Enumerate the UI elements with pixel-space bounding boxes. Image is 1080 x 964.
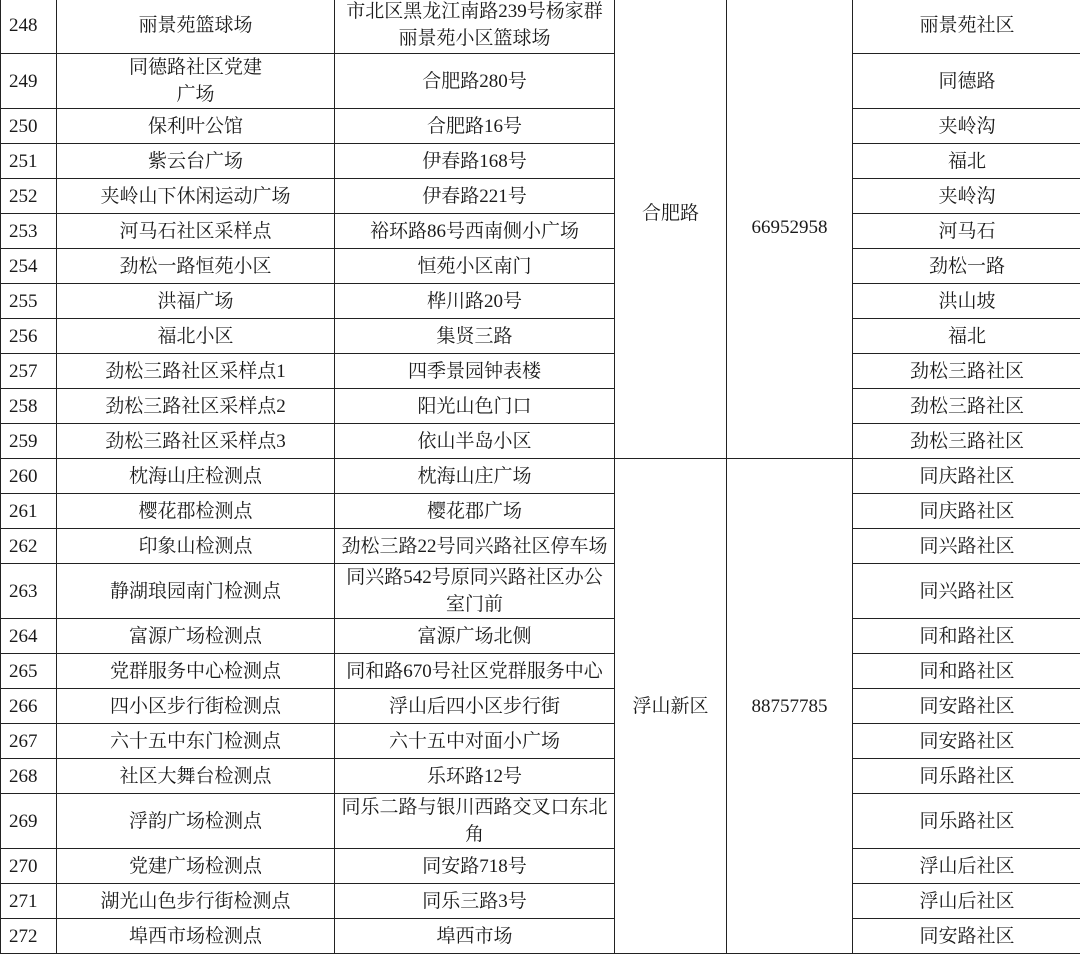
site-address: 依山半岛小区 [335,424,615,459]
row-number: 271 [1,884,57,919]
table-row [1,494,1080,529]
row-number: 260 [1,459,57,494]
community-name: 河马石 [853,214,1080,249]
site-address: 合肥路280号 [335,54,615,109]
site-address: 同兴路542号原同兴路社区办公室门前 [335,564,615,619]
community-name: 同兴路社区 [853,564,1080,619]
community-name: 浮山后社区 [853,849,1080,884]
site-address: 埠西市场 [335,919,615,954]
site-address: 六十五中对面小广场 [335,724,615,759]
community-name: 同兴路社区 [853,529,1080,564]
site-address: 阳光山色门口 [335,389,615,424]
row-number: 268 [1,759,57,794]
row-number: 267 [1,724,57,759]
site-name: 樱花郡检测点 [57,494,335,529]
site-address: 同乐三路3号 [335,884,615,919]
site-address: 伊春路168号 [335,144,615,179]
table-row [1,794,1080,849]
row-number: 255 [1,284,57,319]
community-name: 福北 [853,319,1080,354]
site-name: 劲松一路恒苑小区 [57,249,335,284]
row-number: 272 [1,919,57,954]
community-name: 同安路社区 [853,689,1080,724]
site-address: 富源广场北侧 [335,619,615,654]
site-address: 乐环路12号 [335,759,615,794]
community-name: 同和路社区 [853,619,1080,654]
site-name: 夹岭山下休闲运动广场 [57,179,335,214]
table-row [1,54,1080,109]
site-address: 伊春路221号 [335,179,615,214]
site-name: 党群服务中心检测点 [57,654,335,689]
table-row [1,0,1080,54]
community-name: 同和路社区 [853,654,1080,689]
table-row [1,109,1080,144]
table-row [1,424,1080,459]
site-address: 同乐二路与银川西路交叉口东北角 [335,794,615,849]
table-row [1,654,1080,689]
site-address: 恒苑小区南门 [335,249,615,284]
site-name: 党建广场检测点 [57,849,335,884]
row-number: 251 [1,144,57,179]
community-name: 洪山坡 [853,284,1080,319]
site-name: 福北小区 [57,319,335,354]
table-row [1,389,1080,424]
table-row [1,179,1080,214]
site-address: 浮山后四小区步行街 [335,689,615,724]
table-row [1,759,1080,794]
table-row [1,319,1080,354]
site-name: 六十五中东门检测点 [57,724,335,759]
row-number: 249 [1,54,57,109]
contact-phone: 88757785 [727,459,853,954]
community-name: 同庆路社区 [853,494,1080,529]
site-name: 河马石社区采样点 [57,214,335,249]
site-name: 同德路社区党建广场 [57,54,335,109]
row-number: 250 [1,109,57,144]
table-row [1,849,1080,884]
site-name: 埠西市场检测点 [57,919,335,954]
site-address: 裕环路86号西南侧小广场 [335,214,615,249]
row-number: 261 [1,494,57,529]
row-number: 265 [1,654,57,689]
site-name: 保利叶公馆 [57,109,335,144]
row-number: 257 [1,354,57,389]
community-name: 夹岭沟 [853,179,1080,214]
community-name: 同安路社区 [853,919,1080,954]
community-name: 劲松三路社区 [853,389,1080,424]
row-number: 259 [1,424,57,459]
community-name: 劲松三路社区 [853,424,1080,459]
community-name: 浮山后社区 [853,884,1080,919]
table-row [1,689,1080,724]
site-address: 同安路718号 [335,849,615,884]
site-address: 樱花郡广场 [335,494,615,529]
site-name: 四小区步行街检测点 [57,689,335,724]
table-row [1,529,1080,564]
table-row [1,214,1080,249]
table-body [1,0,1080,954]
row-number: 253 [1,214,57,249]
community-name: 同德路 [853,54,1080,109]
table-row [1,354,1080,389]
site-name: 洪福广场 [57,284,335,319]
district-name: 合肥路 [615,0,727,459]
site-address: 合肥路16号 [335,109,615,144]
site-name: 富源广场检测点 [57,619,335,654]
site-address: 同和路670号社区党群服务中心 [335,654,615,689]
table-row [1,144,1080,179]
community-name: 福北 [853,144,1080,179]
row-number: 258 [1,389,57,424]
table-row [1,884,1080,919]
site-name: 印象山检测点 [57,529,335,564]
site-name: 浮韵广场检测点 [57,794,335,849]
site-address: 集贤三路 [335,319,615,354]
site-name: 劲松三路社区采样点2 [57,389,335,424]
row-number: 269 [1,794,57,849]
community-name: 同安路社区 [853,724,1080,759]
table-row [1,284,1080,319]
community-name: 劲松一路 [853,249,1080,284]
row-number: 254 [1,249,57,284]
site-name: 劲松三路社区采样点3 [57,424,335,459]
row-number: 263 [1,564,57,619]
community-name: 同乐路社区 [853,759,1080,794]
community-name: 同庆路社区 [853,459,1080,494]
district-name: 浮山新区 [615,459,727,954]
site-address: 桦川路20号 [335,284,615,319]
site-name: 劲松三路社区采样点1 [57,354,335,389]
row-number: 264 [1,619,57,654]
site-address: 市北区黑龙江南路239号杨家群丽景苑小区篮球场 [335,0,615,54]
row-number: 266 [1,689,57,724]
community-name: 丽景苑社区 [853,0,1080,54]
site-name: 湖光山色步行街检测点 [57,884,335,919]
site-name: 枕海山庄检测点 [57,459,335,494]
table-row [1,619,1080,654]
site-address: 劲松三路22号同兴路社区停车场 [335,529,615,564]
site-name: 静湖琅园南门检测点 [57,564,335,619]
row-number: 256 [1,319,57,354]
row-number: 252 [1,179,57,214]
row-number: 262 [1,529,57,564]
site-name: 社区大舞台检测点 [57,759,335,794]
site-name: 丽景苑篮球场 [57,0,335,54]
community-name: 同乐路社区 [853,794,1080,849]
table-row [1,919,1080,954]
table-row [1,459,1080,494]
table-row [1,724,1080,759]
community-name: 夹岭沟 [853,109,1080,144]
community-name: 劲松三路社区 [853,354,1080,389]
table-row [1,564,1080,619]
table-row [1,249,1080,284]
site-name: 紫云台广场 [57,144,335,179]
row-number: 270 [1,849,57,884]
site-address: 枕海山庄广场 [335,459,615,494]
contact-phone: 66952958 [727,0,853,459]
row-number: 248 [1,0,57,54]
site-address: 四季景园钟表楼 [335,354,615,389]
